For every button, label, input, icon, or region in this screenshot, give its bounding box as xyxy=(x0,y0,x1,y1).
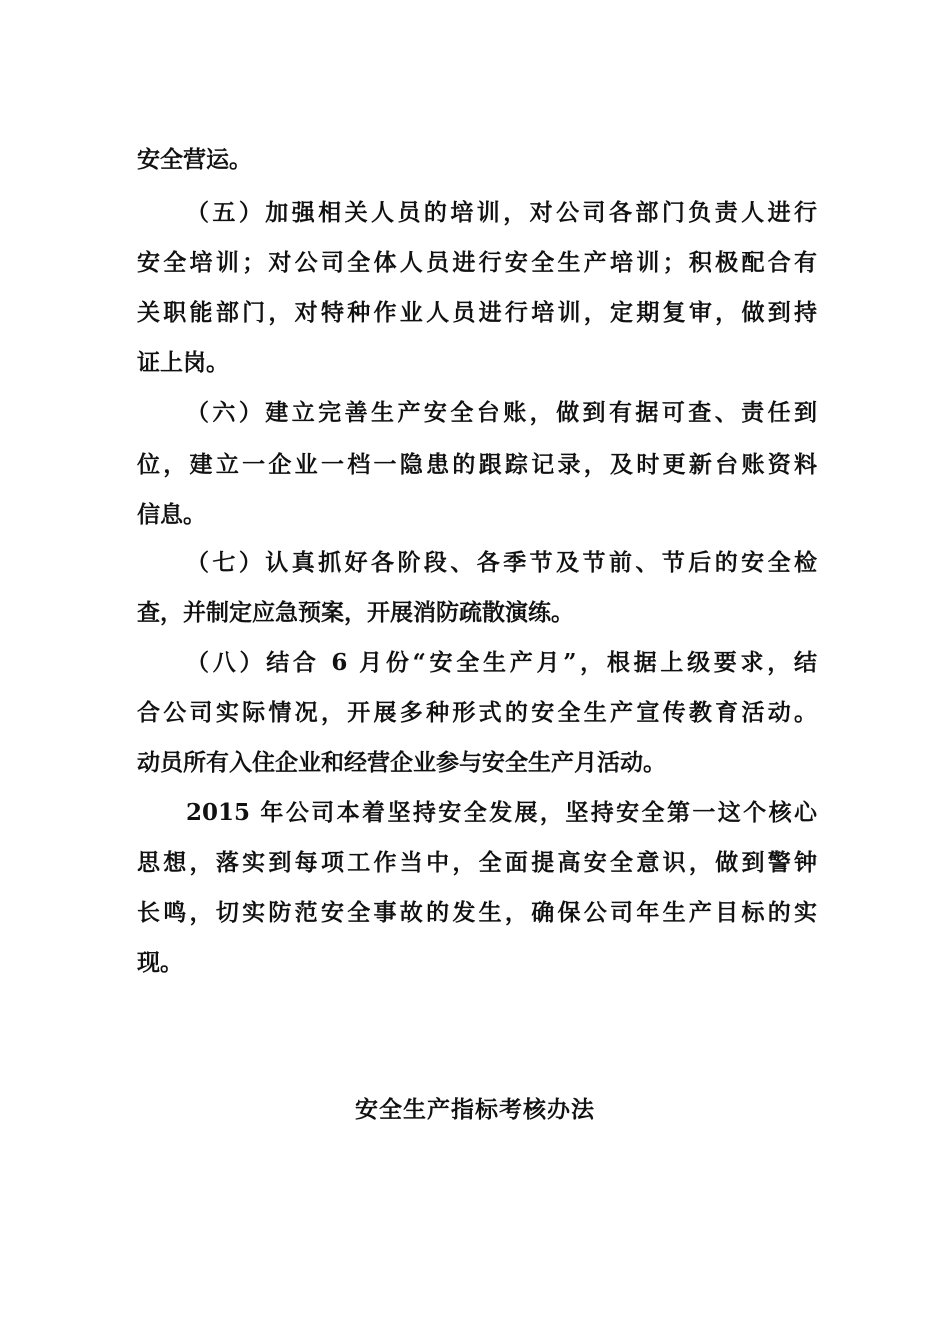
paragraph-line: （七）认真抓好各阶段、各季节及节前、节后的安全检 xyxy=(186,549,817,576)
paragraph-line: 长鸣，切实防范安全事故的发生，确保公司年生产目标的实 xyxy=(137,899,817,926)
paragraph-line: 查，并制定应急预案，开展消防疏散演练。 xyxy=(137,599,574,626)
paragraph-line: 证上岗。 xyxy=(137,349,229,376)
paragraph-line: 关职能部门，对特种作业人员进行培训，定期复审，做到持 xyxy=(137,299,817,326)
paragraph-line: 思想，落实到每项工作当中，全面提高安全意识，做到警钟 xyxy=(137,849,817,876)
paragraph-line: 信息。 xyxy=(137,501,206,528)
paragraph-line: （五）加强相关人员的培训，对公司各部门负责人进行 xyxy=(186,199,817,226)
paragraph-line: （八）结合 6 月份“安全生产月”，根据上级要求，结 xyxy=(186,649,817,676)
section-heading: 安全生产指标考核办法 xyxy=(355,1097,595,1123)
paragraph-line: 位，建立一企业一档一隐患的跟踪记录，及时更新台账资料 xyxy=(137,451,817,478)
paragraph-line: 合公司实际情况，开展多种形式的安全生产宣传教育活动。 xyxy=(137,699,817,726)
paragraph-line: 2015 年公司本着坚持安全发展，坚持安全第一这个核心 xyxy=(186,799,817,826)
paragraph-line: 安全培训；对公司全体人员进行安全生产培训；积极配合有 xyxy=(137,249,817,276)
paragraph-line: 动员所有入住企业和经营企业参与安全生产月活动。 xyxy=(137,749,666,776)
paragraph-line: 现。 xyxy=(137,949,183,976)
paragraph-line: 安全营运。 xyxy=(137,146,252,173)
paragraph-line: （六）建立完善生产安全台账，做到有据可查、责任到 xyxy=(186,399,817,426)
